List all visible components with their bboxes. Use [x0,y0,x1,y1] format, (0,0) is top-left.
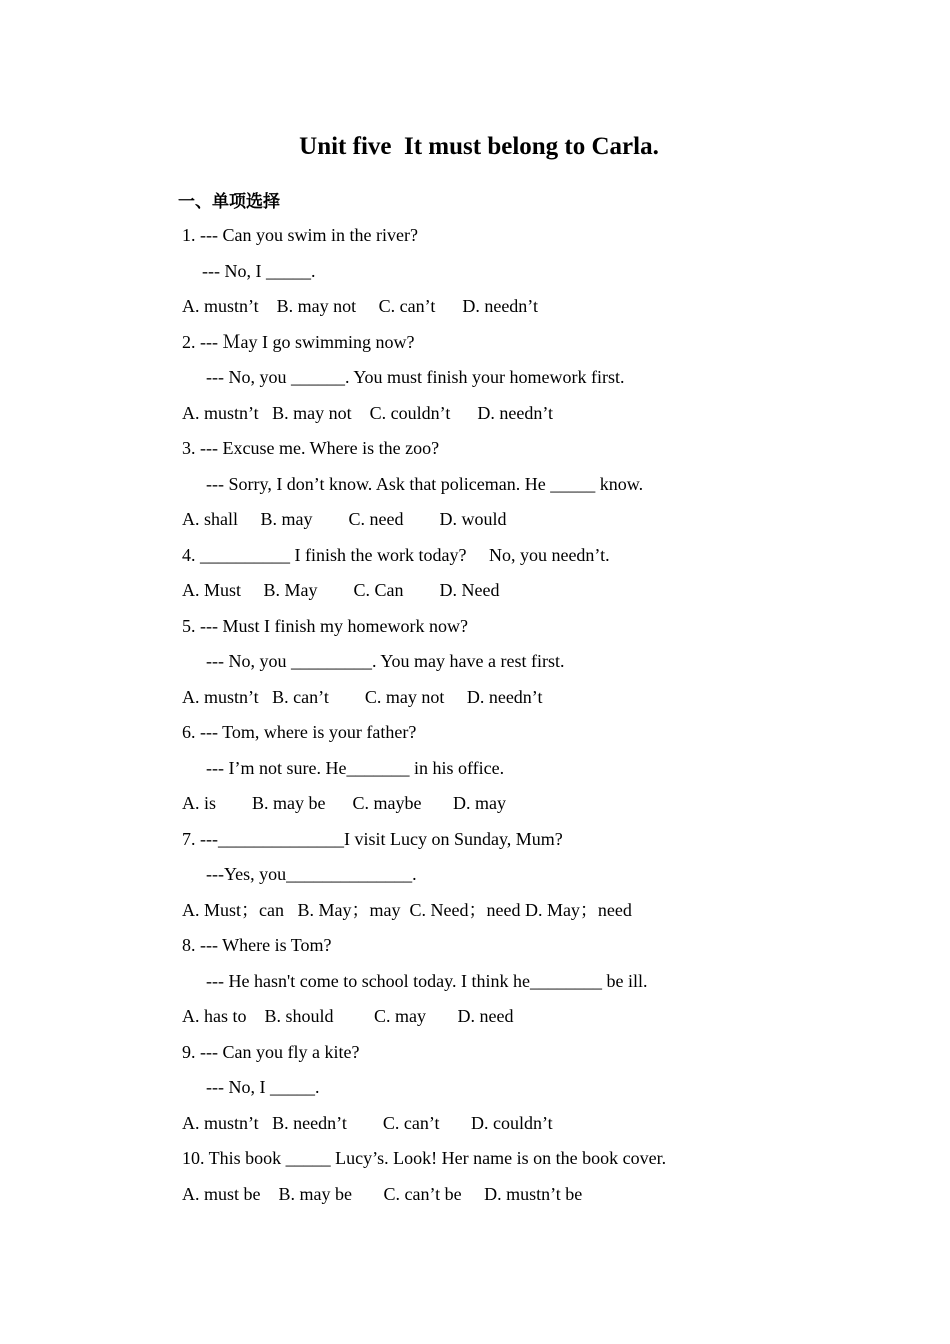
question-3-reply: --- Sorry, I don’t know. Ask that policeman. He _____ know. [206,474,644,494]
question-4-stem: 4. __________ I finish the work today? No, you needn’t. [182,545,610,565]
question-6-options: A. is B. may be C. maybe D. may [182,793,506,813]
question-7-options: A. Must；can B. May；may C. Need；need D. May；need [182,900,632,920]
question-8-stem: 8. --- Where is Tom? [182,935,332,955]
question-2-reply: --- No, you ______. You must finish your homework first. [206,367,625,387]
question-7-stem: 7. ---______________I visit Lucy on Sunday, Mum? [182,829,563,849]
question-9-reply: --- No, I _____. [206,1077,320,1097]
question-1-stem: 1. --- Can you swim in the river? [182,225,418,245]
question-2-stem: 2. --- Ｍay I go swimming now? [182,332,415,352]
question-3-stem: 3. --- Excuse me. Where is the zoo? [182,438,440,458]
question-4-options: A. Must B. May C. Can D. Need [182,580,500,600]
question-6-reply: --- I’m not sure. He_______ in his office. [206,758,505,778]
question-3-options: A. shall B. may C. need D. would [182,509,507,529]
question-5-stem: 5. --- Must I finish my homework now? [182,616,468,636]
page-title: Unit five It must belong to Carla. [299,133,659,160]
question-8-options: A. has to B. should C. may D. need [182,1006,514,1026]
question-8-reply: --- He hasn't come to school today. I think he________ be ill. [206,971,648,991]
question-1-reply: --- No, I _____. [202,261,316,281]
question-9-options: A. mustn’t B. needn’t C. can’t D. couldn’t [182,1113,553,1133]
question-2-options: A. mustn’t B. may not C. couldn’t D. needn’t [182,403,553,423]
question-1-options: A. mustn’t B. may not C. can’t D. needn’t [182,296,538,316]
question-10-stem: 10. This book _____ Lucy’s. Look! Her name is on the book cover. [182,1148,667,1168]
question-6-stem: 6. --- Tom, where is your father? [182,722,417,742]
question-10-options: A. must be B. may be C. can’t be D. mustn’t be [182,1184,583,1204]
question-5-reply: --- No, you _________. You may have a rest first. [206,651,565,671]
question-9-stem: 9. --- Can you fly a kite? [182,1042,360,1062]
section-heading: 一、单项选择 [178,192,280,212]
question-5-options: A. mustn’t B. can’t C. may not D. needn’t [182,687,543,707]
question-7-reply: ---Yes, you______________. [206,864,417,884]
